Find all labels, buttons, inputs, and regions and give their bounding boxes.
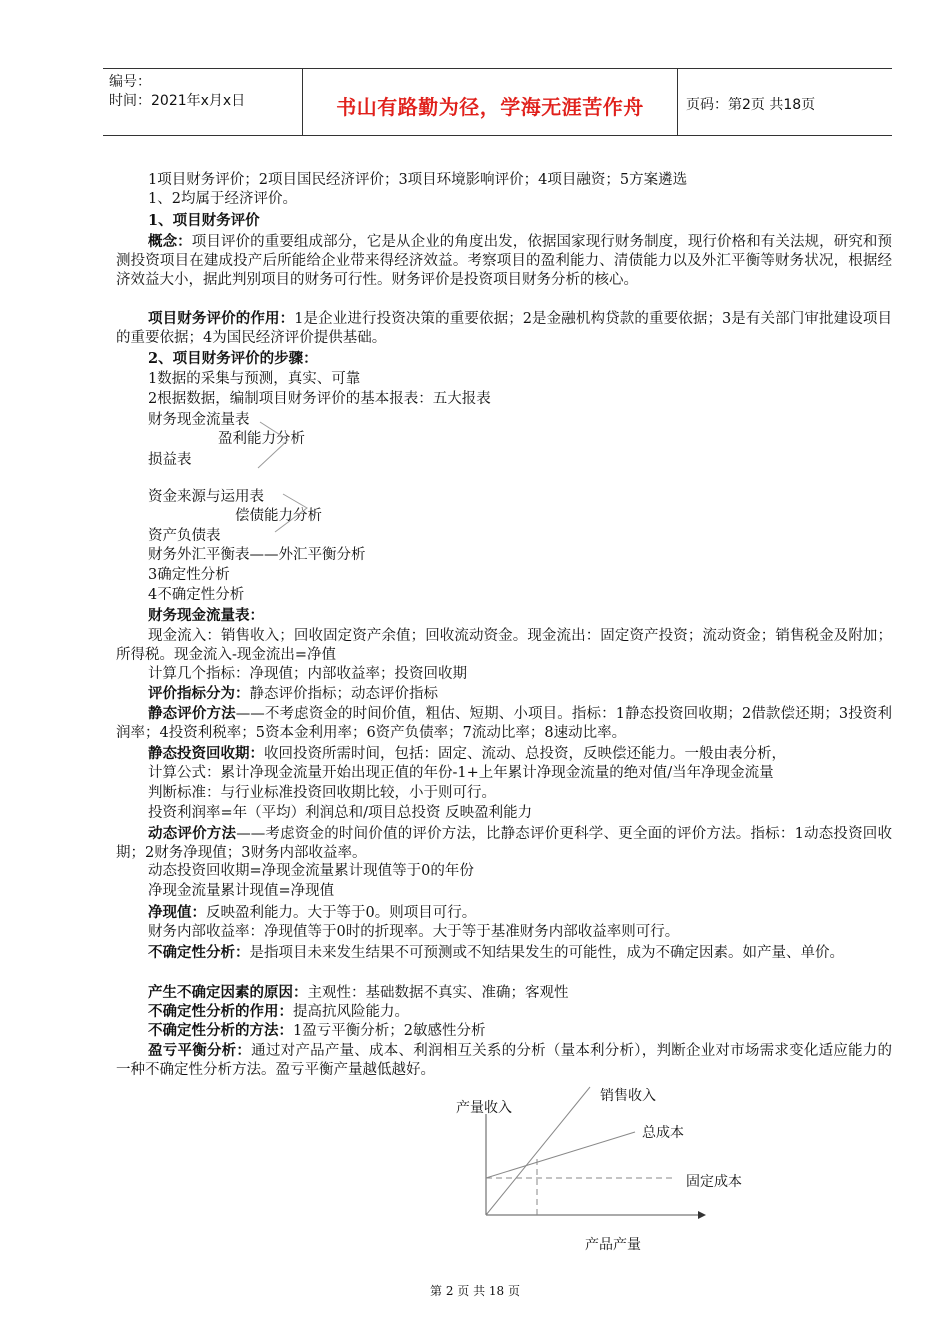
page-footer: 第 2 页 共 18 页 [430, 1284, 520, 1298]
term: 盈亏平衡分析： [148, 1042, 252, 1059]
revenue-label: 销售收入 [600, 1088, 656, 1104]
paragraph-text: 是指项目未来发生结果不可预测或不知结果发生的可能性，成为不确定因素。如产量、单价。 [249, 945, 844, 961]
paragraph-text: ——考虑资金的时间价值的评价方法，比静态评价更科学、更全面的评价方法。指标：1动态投资回收期；2财务净现值；3财务内部收益率。 [116, 826, 892, 861]
paragraph [116, 1041, 892, 1080]
y-axis-label: 产量收入 [456, 1100, 512, 1116]
paragraph [116, 943, 892, 963]
text-line-value: 静态评价指标；动态评价指标 [249, 686, 438, 702]
paragraph: 现金流入：销售收入；回收固定资产余值；回收流动资金。现金流出：固定资产投资；流动资金；销售税金及附加；所得税。现金流入-现金流出=净值 [116, 628, 892, 663]
text-line: 资产负债表 [148, 528, 221, 544]
header-divider [677, 69, 678, 135]
paragraph [116, 309, 892, 348]
section-heading: 财务现金流量表： [148, 607, 264, 624]
paragraph-text: 1是企业进行投资决策的重要依据；2是金融机构贷款的重要依据；3是有关部门审批建设项目的重要依据；4为国民经济评价提供基础。 [116, 311, 892, 346]
header-time: 时间：2021年x月x日 [109, 93, 246, 109]
text-line-value: 主观性：基础数据不真实、准确；客观性 [307, 985, 569, 1001]
text-line: 偿债能力分析 [235, 508, 322, 524]
section-heading: 2、项目财务评价的步骤： [148, 350, 318, 367]
text-line: 盈利能力分析 [218, 431, 305, 447]
text-line [148, 744, 786, 764]
header-motto: 书山有路勤为径，学海无涯苦作舟 [336, 95, 644, 119]
term: 净现值： [148, 904, 206, 921]
text-line: 计算几个指标：净现值；内部收益率；投资回收期 [148, 666, 467, 682]
page-header [103, 68, 892, 136]
term: 不确定性分析的作用： [148, 1003, 293, 1020]
section-heading: 1、项目财务评价 [148, 212, 260, 229]
total-cost-label: 总成本 [642, 1125, 684, 1141]
text-line [148, 983, 569, 1003]
text-line-value: 反映盈利能力。大于等于0。则项目可行。 [206, 905, 477, 921]
text-line: 1、2均属于经济评价。 [148, 191, 297, 207]
total-cost-line [486, 1132, 635, 1178]
paragraph-text: ——不考虑资金的时间价值，粗估、短期、小项目。指标：1静态投资回收期；2借款偿还期；3投资利润率；4投资利税率；5资本金利用率；6资产负债率；7流动比率；8速动比率。 [116, 706, 892, 741]
header-meta [109, 73, 245, 111]
x-axis-label: 产品产量 [585, 1237, 641, 1253]
header-number: 编号： [109, 74, 151, 90]
paragraph-text: 通过对产品产量、成本、利润相互关系的分析（量本利分析），判断企业对市场需求变化适应能力的一种不确定性分析方法。盈亏平衡产量越低越好。 [116, 1043, 893, 1078]
header-page-info: 页码：第2页 共18页 [686, 97, 816, 113]
text-line: 资金来源与运用表 [148, 489, 264, 505]
text-line: 财务外汇平衡表——外汇平衡分析 [148, 547, 366, 563]
text-line: 净现金流量累计现值=净现值 [148, 883, 335, 899]
term: 项目财务评价的作用： [148, 310, 295, 327]
x-axis-arrow-icon [698, 1211, 706, 1219]
text-line [148, 903, 476, 923]
text-line [148, 1002, 409, 1022]
text-line-value: 收回投资所需时间，包括：固定、流动、总投资，反映偿还能力。一般由表分析， [264, 746, 786, 762]
text-line [148, 1021, 485, 1041]
text-line: 财务现金流量表 [148, 412, 250, 428]
paragraph [116, 824, 892, 863]
text-line: 1项目财务评价；2项目国民经济评价；3项目环境影响评价；4项目融资；5方案遴选 [148, 172, 688, 188]
term: 产生不确定因素的原因： [148, 984, 308, 1001]
term: 动态评价方法 [148, 825, 237, 842]
text-line: 计算公式：累计净现金流量开始出现正值的年份-1+上年累计净现金流量的绝对值/当年净现金流量 [148, 765, 774, 781]
text-line: 投资利润率=年（平均）利润总和/项目总投资 反映盈利能力 [148, 805, 533, 821]
text-line: 动态投资回收期=净现金流量累计现值等于0的年份 [148, 863, 474, 879]
term: 静态评价方法 [148, 705, 236, 722]
text-line [148, 684, 438, 704]
text-line: 4不确定性分析 [148, 587, 245, 603]
text-line-value: 提高抗风险能力。 [293, 1004, 409, 1020]
text-line: 1数据的采集与预测，真实、可靠 [148, 371, 361, 387]
paragraph-text: 项目评价的重要组成部分，它是从企业的角度出发，依据国家现行财务制度，现行价格和有关法规，研究和预测投资项目在建成投产后所能给企业带来得经济效益。考察项目的盈利能力、清债能力以及外汇平衡等财务状况，根据经济效益大小，据此判别项目的财务可行性。财务评价是投资项目财务分析的核心。 [116, 234, 893, 288]
text-line: 财务内部收益率：净现值等于0时的折现率。大于等于基准财务内部收益率则可行。 [148, 924, 680, 940]
term: 概念： [148, 233, 192, 250]
text-line-value: 1盈亏平衡分析；2敏感性分析 [293, 1023, 486, 1039]
text-line: 3确定性分析 [148, 567, 230, 583]
term: 不确定性分析的方法： [148, 1022, 293, 1039]
bracket-arrow [265, 488, 315, 538]
paragraph [116, 232, 892, 290]
paragraph [116, 704, 892, 743]
bracket-arrow [250, 412, 300, 472]
term: 静态投资回收期： [148, 745, 264, 762]
term: 不确定性分析： [148, 944, 250, 961]
term: 评价指标分为： [148, 685, 250, 702]
text-line: 判断标准：与行业标准投资回收期比较，小于则可行。 [148, 785, 496, 801]
text-line: 损益表 [148, 452, 192, 468]
text-line: 2根据数据，编制项目财务评价的基本报表：五大报表 [148, 391, 491, 407]
header-divider [302, 69, 303, 135]
fixed-cost-label: 固定成本 [686, 1174, 742, 1190]
